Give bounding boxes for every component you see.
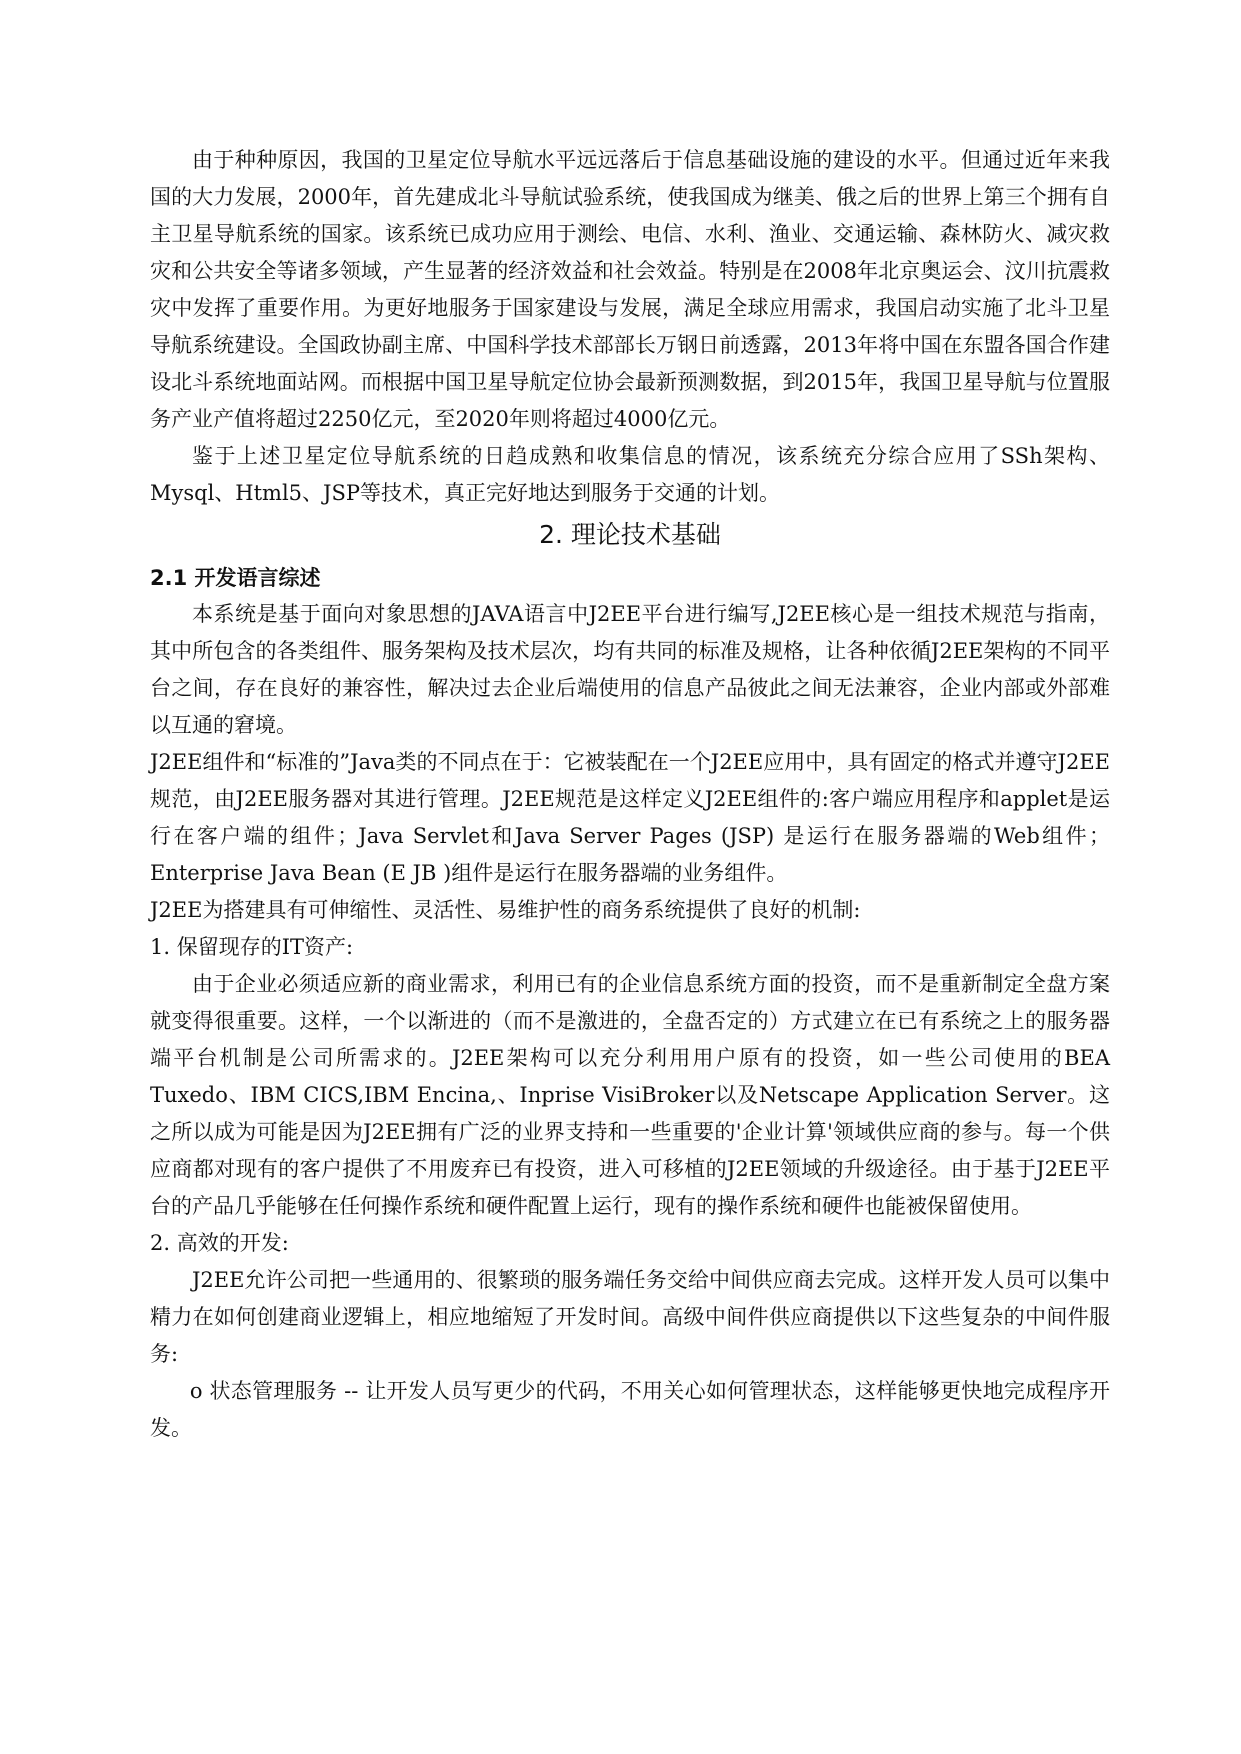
- document-page: [150, 142, 1110, 1447]
- list-item-1-title: 1. 保留现存的IT资产:: [150, 935, 354, 959]
- list-item-1-body: 由于企业必须适应新的商业需求，利用已有的企业信息系统方面的投资，而不是重新制定全盘方案就变得很重要。这样，一个以渐进的（而不是激进的，全盘否定的）方式建立在已有系统之上的服务器端平台机制是公司所需求的。J2EE架构可以充分利用用户原有的投资，如一些公司使用的BEA Tuxedo、IBM CICS,IBM Encina,、Inprise VisiBroker以及Netscape Application Server。这之所以成为可能是因为J2EE拥有广泛的业界支持和一些重要的'企业计算'领域供应商的参与。每一个供应商都对现有的客户提供了不用废弃已有投资，进入可移植的J2EE领域的升级途径。由于基于J2EE平台的产品几乎能够在任何操作系统和硬件配置上运行，现有的操作系统和硬件也能被保留使用。: [150, 972, 1110, 1218]
- components-paragraph: J2EE组件和“标准的”Java类的不同点在于：它被装配在一个J2EE应用中，具有固定的格式并遵守J2EE规范，由J2EE服务器对其进行管理。J2EE规范是这样定义J2EE组件的:客户端应用程序和applet是运行在客户端的组件；Java Servlet和Java Server Pages (JSP) 是运行在服务器端的Web组件；Enterprise Java Bean (E JB )组件是运行在服务器端的业务组件。: [150, 750, 1110, 885]
- intro-paragraph-1: 由于种种原因，我国的卫星定位导航水平远远落后于信息基础设施的建设的水平。但通过近年来我国的大力发展，2000年，首先建成北斗导航试验系统，使我国成为继美、俄之后的世界上第三个拥有自主卫星导航系统的国家。该系统已成功应用于测绘、电信、水利、渔业、交通运输、森林防火、减灾救灾和公共安全等诸多领域，产生显著的经济效益和社会效益。特别是在2008年北京奥运会、汶川抗震救灾中发挥了重要作用。为更好地服务于国家建设与发展，满足全球应用需求，我国启动实施了北斗卫星导航系统建设。全国政协副主席、中国科学技术部部长万钢日前透露，2013年将中国在东盟各国合作建设北斗系统地面站网。而根据中国卫星导航定位协会最新预测数据，到2015年，我国卫星导航与位置服务产业产值将超过2250亿元，至2020年则将超过4000亿元。: [150, 148, 1110, 431]
- list-item-2-body: J2EE允许公司把一些通用的、很繁琐的服务端任务交给中间供应商去完成。这样开发人员可以集中精力在如何创建商业逻辑上，相应地缩短了开发时间。高级中间件供应商提供以下这些复杂的中间件服务:: [150, 1268, 1110, 1366]
- list-item-2-title: 2. 高效的开发:: [150, 1231, 289, 1255]
- java-paragraph: 本系统是基于面向对象思想的JAVA语言中J2EE平台进行编写,J2EE核心是一组技术规范与指南，其中所包含的各类组件、服务架构及技术层次，均有共同的标准及规格，让各种依循J2EE架构的不同平台之间，存在良好的兼容性，解决过去企业后端使用的信息产品彼此之间无法兼容，企业内部或外部难以互通的窘境。: [150, 602, 1110, 737]
- bullet-state-management: o 状态管理服务 -- 让开发人员写更少的代码，不用关心如何管理状态，这样能够更快地完成程序开发。: [150, 1379, 1110, 1440]
- intro-paragraph-2: 鉴于上述卫星定位导航系统的日趋成熟和收集信息的情况，该系统充分综合应用了SSh架构、Mysql、Html5、JSP等技术，真正完好地达到服务于交通的计划。: [150, 444, 1110, 505]
- section-heading: 2. 理论技术基础: [539, 520, 721, 549]
- mechanism-paragraph: J2EE为搭建具有可伸缩性、灵活性、易维护性的商务系统提供了良好的机制:: [150, 898, 861, 922]
- subsection-heading: 2.1 开发语言综述: [150, 566, 321, 590]
